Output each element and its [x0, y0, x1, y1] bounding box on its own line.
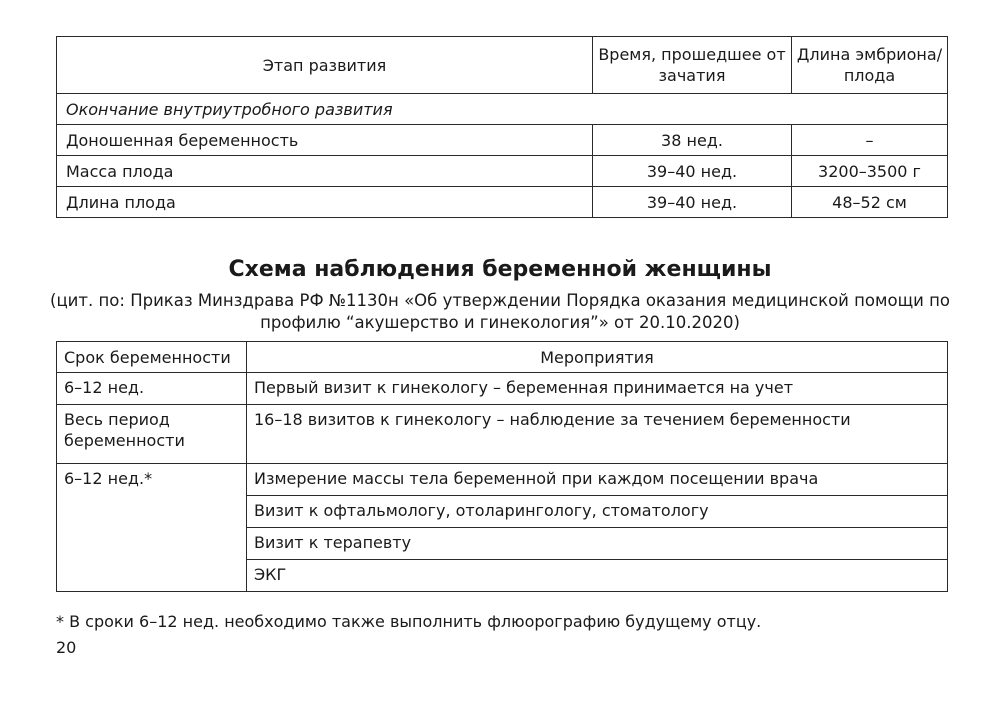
stage-cell: Масса плода: [57, 156, 593, 187]
table-row: [57, 464, 948, 496]
action-cell: Визит к офтальмологу, отоларингологу, стоматологу: [247, 496, 948, 528]
footnote: * В сроки 6–12 нед. необходимо также выполнить флюорографию будущему отцу.: [56, 612, 762, 631]
section-title: Схема наблюдения беременной женщины: [228, 257, 772, 282]
section-label: Окончание внутриутробного развития: [57, 94, 948, 125]
action-cell: 16–18 визитов к гинекологу – наблюдение за течением беременности: [247, 405, 948, 464]
table-row: [57, 187, 948, 218]
length-cell: 48–52 см: [792, 187, 948, 218]
citation: (цит. по: Приказ Минздрава РФ №1130н «Об утверждении Порядка оказания медицинской помощи по профилю “акушерство и гинекология”» от 20.10.2020): [50, 291, 950, 332]
action-cell: ЭКГ: [247, 560, 948, 592]
action-cell: Первый визит к гинекологу – беременная принимается на учет: [247, 373, 948, 405]
term-cell: 6–12 нед.*: [57, 464, 247, 592]
header-time: Время, прошедшее от зачатия: [593, 37, 792, 94]
header-actions: Мероприятия: [247, 342, 948, 373]
length-cell: 3200–3500 г: [792, 156, 948, 187]
table-row: [57, 125, 948, 156]
header-stage: Этап развития: [57, 37, 593, 94]
table-header-row: [57, 37, 948, 94]
term-cell: Весь период беременности: [57, 405, 247, 464]
action-cell: Измерение массы тела беременной при каждом посещении врача: [247, 464, 948, 496]
header-length: Длина эмбриона/ плода: [792, 37, 948, 94]
observation-schedule-table: [56, 341, 948, 592]
header-term: Срок беременности: [57, 342, 247, 373]
stage-cell: Доношенная беременность: [57, 125, 593, 156]
stage-cell: Длина плода: [57, 187, 593, 218]
time-cell: 39–40 нед.: [593, 187, 792, 218]
section-row: [57, 94, 948, 125]
table-header-row: [57, 342, 948, 373]
time-cell: 38 нед.: [593, 125, 792, 156]
development-stages-table: [56, 36, 948, 218]
table-row: [57, 405, 948, 464]
page-number: 20: [56, 638, 77, 657]
length-cell: –: [792, 125, 948, 156]
table-row: [57, 156, 948, 187]
time-cell: 39–40 нед.: [593, 156, 792, 187]
action-cell: Визит к терапевту: [247, 528, 948, 560]
term-cell: 6–12 нед.: [57, 373, 247, 405]
table-row: [57, 373, 948, 405]
